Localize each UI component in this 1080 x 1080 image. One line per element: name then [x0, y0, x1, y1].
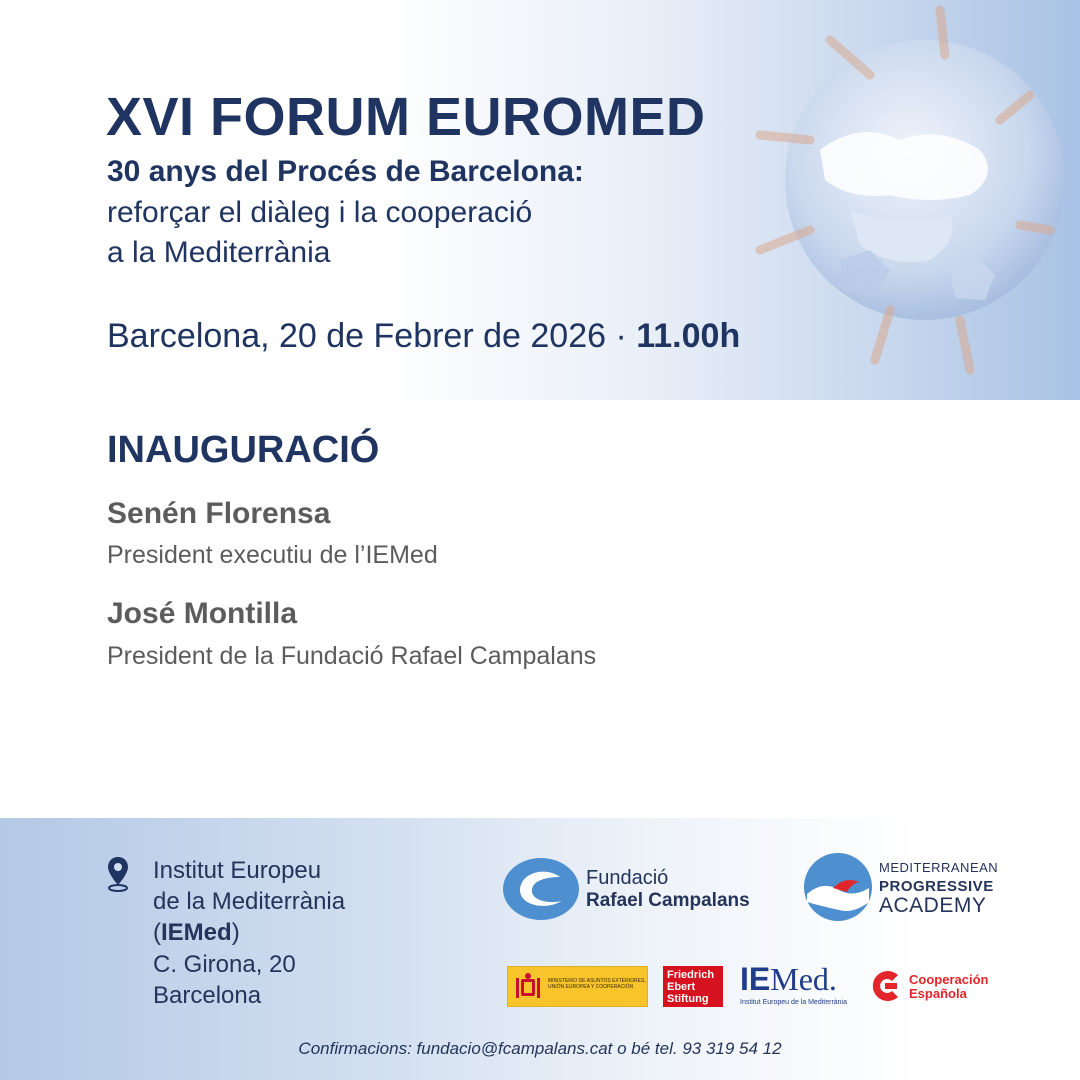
fundacio-campalans-mark-icon	[502, 857, 580, 921]
fes-line-1: Friedrich	[667, 969, 715, 981]
spain-coat-of-arms-icon	[514, 972, 542, 1002]
fes-logo	[663, 966, 723, 1007]
location-pin-icon	[106, 856, 130, 892]
ministerio-text: MINISTERIO DE ASUNTOS EXTERIORES, UNIÓN EUROPEA Y COOPERACIÓN	[548, 978, 646, 990]
ministerio-logo	[507, 966, 648, 1007]
mpa-line-2: PROGRESSIVE	[879, 878, 994, 895]
venue-abbr-bold: IEMed	[161, 919, 232, 946]
venue-line: Institut Europeu	[153, 857, 322, 884]
event-date-text: Barcelona, 20 de Febrer de 2026 ·	[107, 317, 637, 355]
iemed-med: Med.	[770, 961, 837, 997]
speaker-role: President executiu de l’IEMed	[107, 541, 438, 569]
venue-line: de la Mediterrània	[153, 888, 346, 915]
event-subtitle: 30 anys del Procés de Barcelona:	[107, 155, 584, 188]
fundacio-campalans-logo	[502, 857, 762, 923]
hero-banner	[0, 0, 1080, 400]
fundacio-campalans-line-1: Fundació	[586, 867, 669, 889]
fundacio-campalans-line-2: Rafael Campalans	[586, 890, 750, 911]
confirmations-contact: Confirmacions: fundacio@fcampalans.cat o bé tel. 93 319 54 12	[298, 1039, 782, 1058]
venue-paren-open: (	[153, 919, 161, 946]
event-time: 11.00h	[636, 317, 741, 355]
cooperacion-mark-icon	[868, 967, 906, 1005]
globe-puzzle-hands-icon	[700, 0, 1080, 400]
event-title: XVI FORUM EUROMED	[106, 87, 706, 147]
venue-city: Barcelona	[153, 982, 262, 1009]
cooperacion-espanola-logo	[868, 965, 998, 1009]
iemed-logo	[740, 962, 860, 1012]
mpa-line-3: ACADEMY	[879, 894, 987, 917]
fes-line-3: Stiftung	[667, 993, 709, 1005]
iemed-wordmark	[740, 962, 837, 996]
venue-abbreviation	[153, 918, 240, 948]
section-title-inauguracio: INAUGURACIÓ	[107, 429, 380, 471]
event-subtitle-line-3: a la Mediterrània	[107, 236, 331, 269]
speaker-name: Senén Florensa	[107, 497, 331, 530]
mpa-wave-icon	[803, 852, 873, 922]
event-subtitle-line-2: reforçar el diàleg i la cooperació	[107, 196, 533, 229]
venue-paren-close: )	[231, 919, 240, 946]
cooperacion-line-1: Cooperación	[909, 972, 989, 987]
venue-street: C. Girona, 20	[153, 951, 296, 978]
event-date	[107, 316, 740, 356]
mpa-line-1: MEDITERRANEAN	[879, 860, 999, 875]
fes-line-2: Ebert	[667, 981, 696, 993]
iemed-subtitle: Institut Europeu de la Mediterrània	[740, 999, 848, 1006]
iemed-ie: IE	[740, 961, 771, 997]
speaker-role: President de la Fundació Rafael Campalans	[107, 642, 597, 670]
speaker-name: José Montilla	[107, 597, 298, 630]
cooperacion-line-2: Española	[909, 986, 967, 1001]
mpa-logo	[803, 852, 1013, 924]
